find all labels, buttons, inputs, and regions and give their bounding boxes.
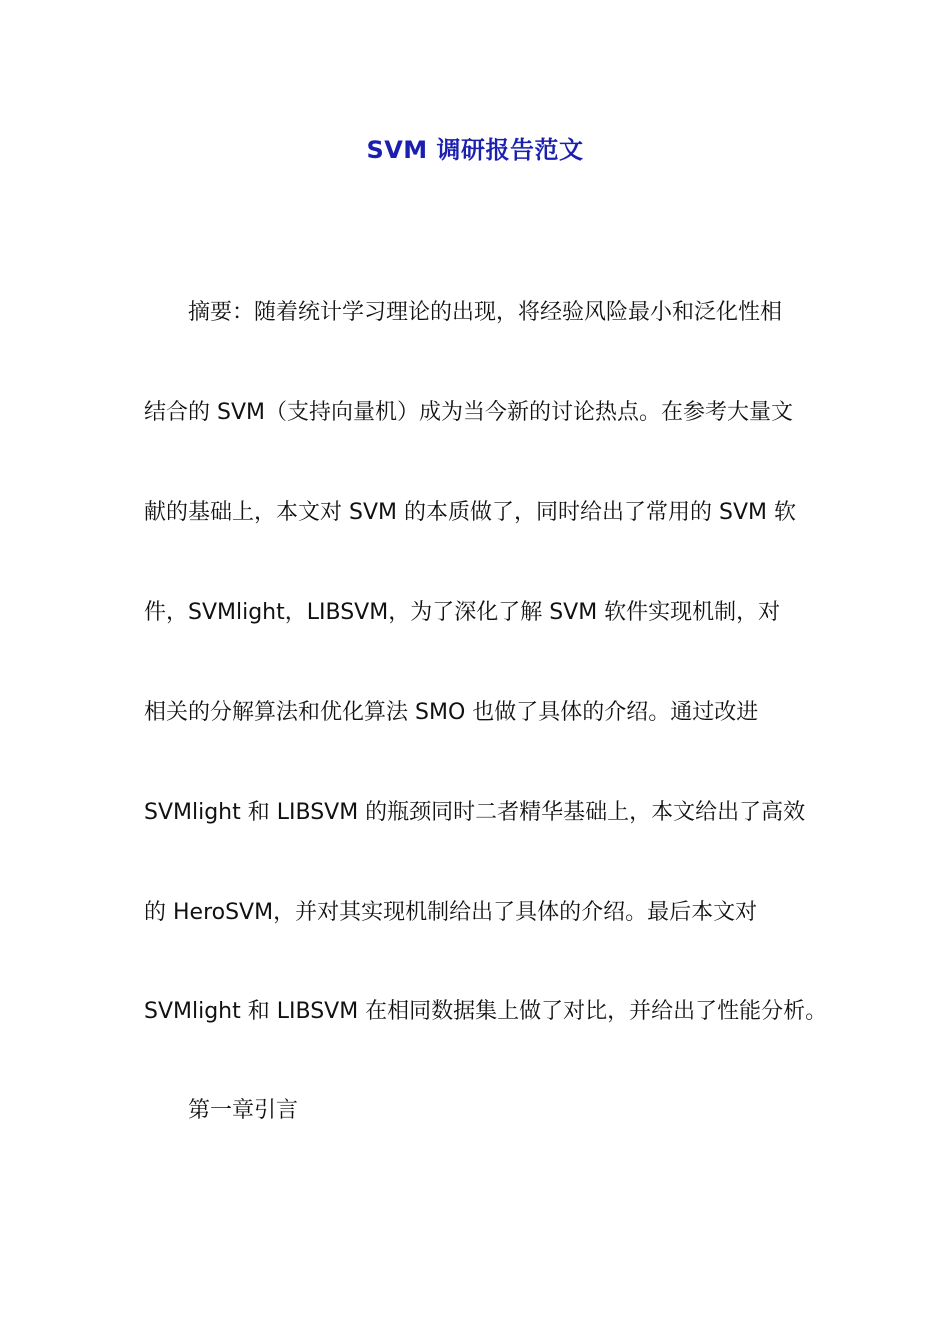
abstract-line-7: 的 HeroSVM，并对其实现机制给出了具体的介绍。最后本文对 (144, 900, 758, 925)
abstract-line-5: 相关的分解算法和优化算法 SMO 也做了具体的介绍。通过改进 (144, 700, 759, 725)
document-title: SVM 调研报告范文 (366, 136, 584, 164)
abstract-line-4: 件，SVMlight，LIBSVM，为了深化了解 SVM 软件实现机制，对 (144, 600, 781, 625)
abstract-line-1: 摘要：随着统计学习理论的出现，将经验风险最小和泛化性相 (188, 300, 783, 325)
abstract-line-8: SVMlight 和 LIBSVM 在相同数据集上做了对比，并给出了性能分析。 (144, 999, 828, 1024)
chapter-heading: 第一章引言 (188, 1098, 299, 1123)
abstract-line-6: SVMlight 和 LIBSVM 的瓶颈同时二者精华基础上，本文给出了高效 (144, 800, 806, 825)
abstract-line-3: 献的基础上，本文对 SVM 的本质做了，同时给出了常用的 SVM 软 (144, 500, 796, 525)
abstract-line-2: 结合的 SVM（支持向量机）成为当今新的讨论热点。在参考大量文 (144, 400, 793, 425)
